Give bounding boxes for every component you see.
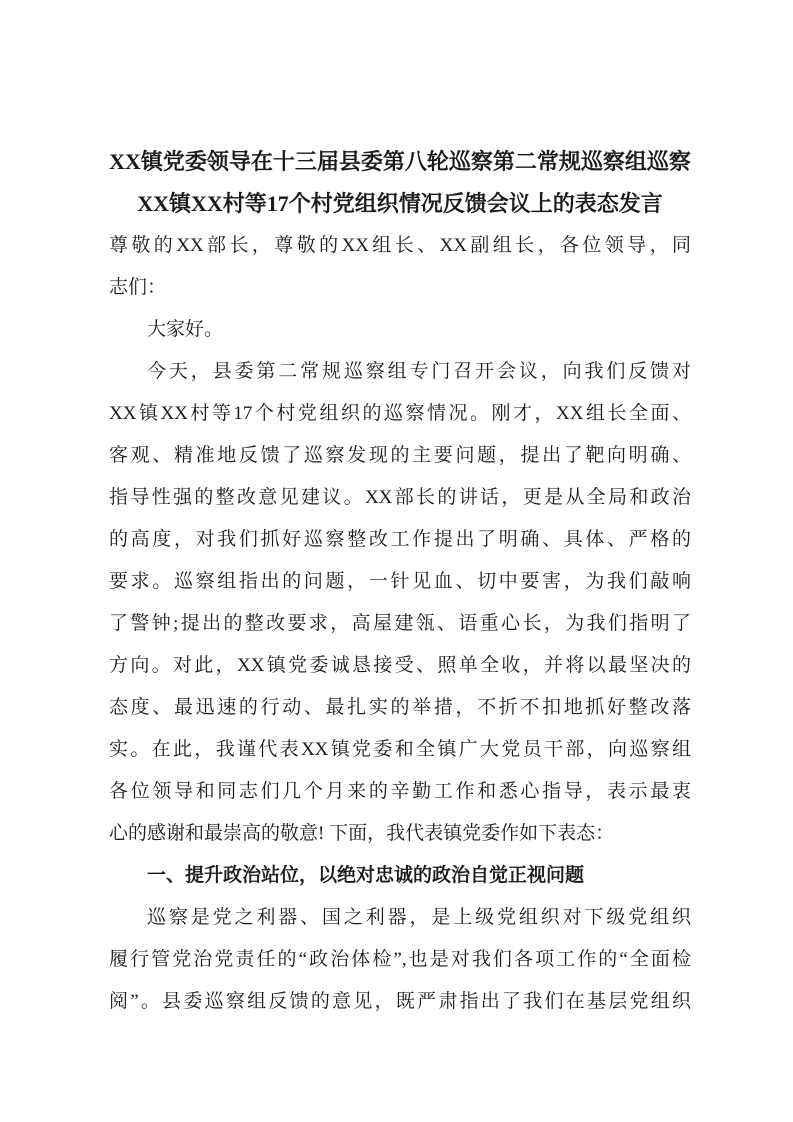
text-line: 指导性强的整改意见建议。XX部长的讲话，更是从全局和政治: [109, 487, 691, 508]
text-line: 尊敬的XX部长，尊敬的XX组长、XX副组长，各位领导，同: [109, 235, 691, 256]
text-line: 志们：: [109, 277, 167, 298]
text-line: 要求。巡察组指出的问题，一针见血、切中要害，为我们敲响: [109, 571, 691, 592]
text-line: 心的感谢和最崇高的敬意! 下面，我代表镇党委作如下表态：: [109, 823, 615, 844]
text-line: 态度、最迅速的行动、最扎实的举措，不折不扣地抓好整改落: [109, 697, 691, 718]
text-line: 的高度，对我们抓好巡察整改工作提出了明确、具体、严格的: [109, 529, 691, 550]
text-line: 阅”。县委巡察组反馈的意见，既严肃指出了我们在基层党组织: [109, 991, 691, 1012]
text-line: 各位领导和同志们几个月来的辛勤工作和悉心指导，表示最衷: [109, 781, 691, 802]
text-line: 方向。对此，XX镇党委诚恳接受、照单全收，并将以最坚决的: [109, 655, 691, 676]
text-line: 今天，县委第二常规巡察组专门召开会议，向我们反馈对: [147, 361, 691, 382]
title-line-1: XX镇党委领导在十三届县委第八轮巡察第二常规巡察组巡察: [109, 149, 691, 174]
text-line: 大家好。: [147, 319, 224, 340]
text-line: 巡察是党之利器、国之利器，是上级党组织对下级党组织: [147, 907, 691, 928]
text-line: 了警钟;提出的整改要求，高屋建瓴、语重心长，为我们指明了: [109, 613, 691, 634]
text-line: 履行管党治党责任的“政治体检”,也是对我们各项工作的“全面检: [109, 949, 691, 970]
document-content: [109, 141, 691, 1023]
paragraph-greeting: [109, 309, 691, 351]
text-line: 实。在此，我谨代表XX镇党委和全镇广大党员干部，向巡察组: [109, 739, 691, 760]
paragraph-opening: [109, 351, 691, 855]
heading-line: 一、提升政治站位，以绝对忠诚的政治自觉正视问题: [147, 865, 585, 886]
document-title: [109, 141, 691, 225]
paragraph-section-1-body: [109, 897, 691, 1023]
paragraph-salutation: [109, 225, 691, 309]
text-line: 客观、精准地反馈了巡察发现的主要问题，提出了靶向明确、: [109, 445, 691, 466]
text-line: XX镇XX村等17个村党组织的巡察情况。刚才，XX组长全面、: [109, 403, 691, 424]
title-line-2: XX镇XX村等17个村党组织情况反馈会议上的表态发言: [137, 191, 663, 216]
section-heading-1: [109, 855, 691, 897]
